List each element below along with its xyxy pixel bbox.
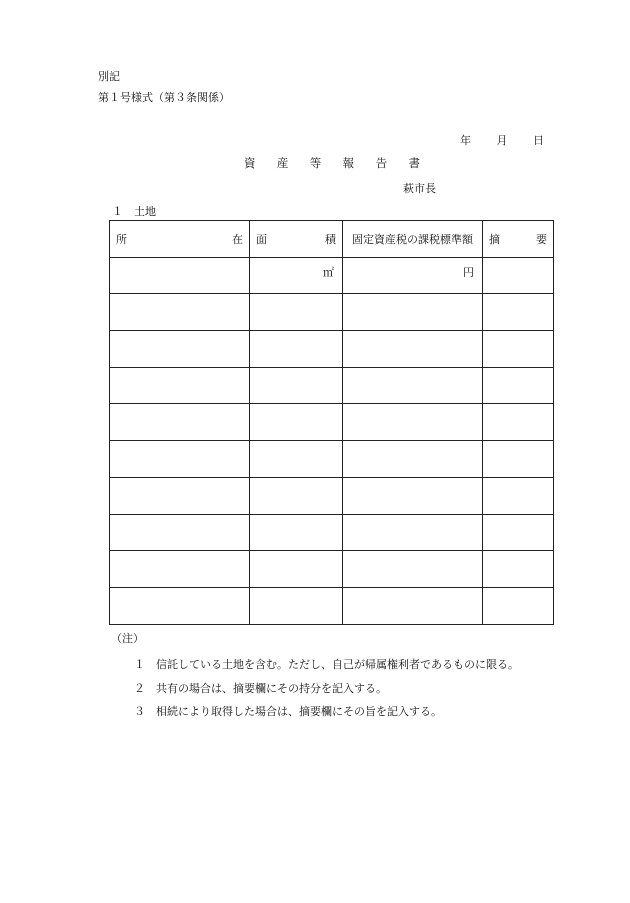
remarks-cell[interactable] xyxy=(483,587,554,624)
remarks-cell[interactable] xyxy=(483,477,554,514)
location-cell[interactable] xyxy=(110,294,250,331)
location-cell[interactable] xyxy=(110,514,250,551)
land-table xyxy=(109,220,554,625)
document-title xyxy=(244,155,420,171)
header-valuation-label: 固定資産税の課税標準額 xyxy=(352,232,473,246)
date-year-label: 年 xyxy=(460,134,471,147)
location-cell[interactable] xyxy=(110,587,250,624)
area-cell[interactable] xyxy=(250,294,343,331)
location-cell[interactable] xyxy=(110,331,250,368)
note-number: ２ xyxy=(134,682,145,695)
title-char: 等 xyxy=(309,156,322,170)
table-row xyxy=(110,404,554,441)
area-cell[interactable] xyxy=(250,477,343,514)
valuation-cell[interactable] xyxy=(343,331,483,368)
header-location-char: 在 xyxy=(232,232,243,246)
valuation-cell[interactable] xyxy=(343,477,483,514)
location-cell[interactable] xyxy=(110,367,250,404)
location-cell[interactable] xyxy=(110,404,250,441)
location-cell[interactable] xyxy=(110,441,250,478)
note-text: 共有の場合は、摘要欄にその持分を記入する。 xyxy=(156,682,387,695)
header-valuation xyxy=(343,221,483,258)
valuation-cell[interactable] xyxy=(343,367,483,404)
valuation-cell[interactable] xyxy=(343,514,483,551)
header-location xyxy=(110,221,250,258)
title-char: 資 xyxy=(244,156,256,170)
area-unit-label: ㎡ xyxy=(323,265,334,279)
area-cell[interactable] xyxy=(250,257,343,294)
remarks-cell[interactable] xyxy=(483,514,554,551)
valuation-cell[interactable] xyxy=(343,551,483,588)
title-char: 書 xyxy=(408,156,420,170)
note-text: 相続により取得した場合は、摘要欄にその旨を記入する。 xyxy=(156,705,442,718)
area-cell[interactable] xyxy=(250,367,343,404)
location-cell[interactable] xyxy=(110,551,250,588)
table-row xyxy=(110,514,554,551)
table-row xyxy=(110,587,554,624)
header-location-char: 所 xyxy=(116,232,127,246)
date-line xyxy=(460,132,544,148)
note-item xyxy=(134,703,442,719)
location-cell[interactable] xyxy=(110,257,250,294)
valuation-cell[interactable] xyxy=(343,404,483,441)
remarks-cell[interactable] xyxy=(483,404,554,441)
area-cell[interactable] xyxy=(250,514,343,551)
header-area-char: 面 xyxy=(256,232,267,246)
remarks-cell[interactable] xyxy=(483,441,554,478)
valuation-cell[interactable] xyxy=(343,587,483,624)
table-row xyxy=(110,294,554,331)
remarks-cell[interactable] xyxy=(483,367,554,404)
header-remarks-char: 要 xyxy=(536,232,547,246)
appendix-label: 別記 xyxy=(98,70,120,83)
note-number: ３ xyxy=(134,705,145,718)
title-char: 報 xyxy=(342,156,355,170)
date-day-label: 日 xyxy=(533,134,544,147)
title-char: 告 xyxy=(375,156,388,170)
remarks-cell[interactable] xyxy=(483,551,554,588)
note-text: 信託している土地を含む。ただし、自己が帰属権利者であるものに限る。 xyxy=(156,658,519,671)
table-row xyxy=(110,367,554,404)
area-cell[interactable] xyxy=(250,441,343,478)
table-row xyxy=(110,331,554,368)
remarks-cell[interactable] xyxy=(483,331,554,368)
valuation-cell[interactable] xyxy=(343,257,483,294)
remarks-cell[interactable] xyxy=(483,257,554,294)
addressee: 萩市長 xyxy=(403,182,436,195)
section-title: １ 土地 xyxy=(112,205,156,218)
header-remarks-char: 摘 xyxy=(489,232,500,246)
notes-label: （注） xyxy=(111,632,144,645)
date-month-label: 月 xyxy=(496,134,508,147)
note-item xyxy=(134,680,387,696)
table-header-row xyxy=(110,221,554,258)
header-area-char: 積 xyxy=(325,232,336,246)
area-cell[interactable] xyxy=(250,587,343,624)
location-cell[interactable] xyxy=(110,477,250,514)
valuation-cell[interactable] xyxy=(343,294,483,331)
table-row xyxy=(110,551,554,588)
header-area xyxy=(250,221,343,258)
note-item xyxy=(134,656,519,672)
header-remarks xyxy=(483,221,554,258)
table-row xyxy=(110,441,554,478)
valuation-cell[interactable] xyxy=(343,441,483,478)
area-cell[interactable] xyxy=(250,551,343,588)
note-number: １ xyxy=(134,658,145,671)
valuation-unit-label: 円 xyxy=(463,265,474,279)
table-row xyxy=(110,477,554,514)
remarks-cell[interactable] xyxy=(483,294,554,331)
title-char: 産 xyxy=(276,156,289,170)
area-cell[interactable] xyxy=(250,404,343,441)
form-number-label: 第１号様式（第３条関係） xyxy=(98,91,230,104)
table-row xyxy=(110,257,554,294)
area-cell[interactable] xyxy=(250,331,343,368)
